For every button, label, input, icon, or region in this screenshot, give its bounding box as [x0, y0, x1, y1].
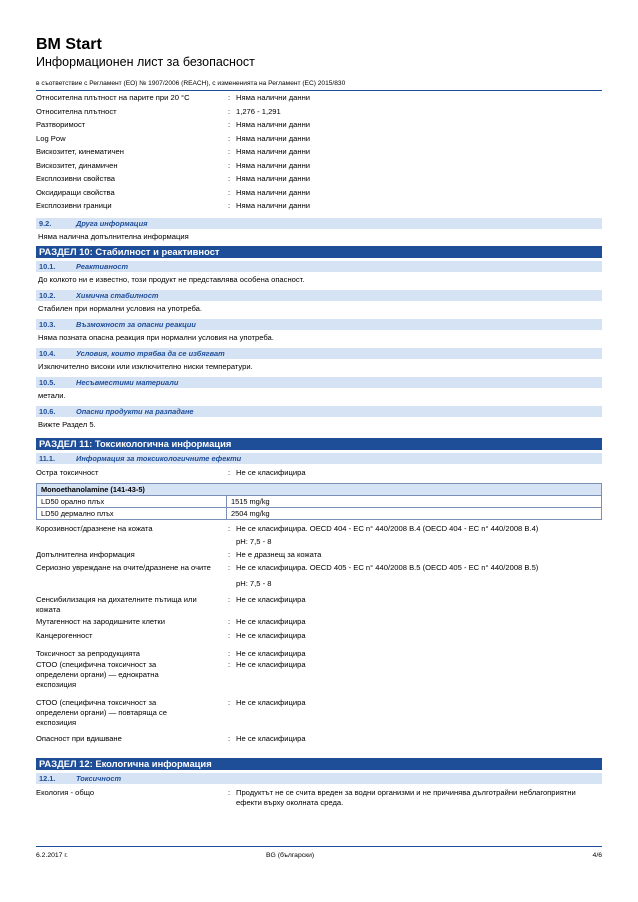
subsection-header-9-2: 9.2. Друга информация: [36, 218, 602, 229]
aspiration-hazard-row: Опасност при вдишване : Не се класифицира: [36, 733, 306, 743]
regulation-note: в съответствие с Регламент (ЕО) № 1907/2006 (REACH), с измененията на Регламент (ЕС) 2015/830: [36, 80, 346, 87]
prop-value: Няма налични данни: [236, 174, 311, 183]
prop-row: Разтворимост : Няма налични данни: [36, 118, 602, 132]
prop-label: Вискозитет, динамичен: [36, 160, 118, 170]
table-header-row: [37, 483, 602, 495]
prop-row: Относителна плътност : 1,276 - 1,291: [36, 105, 602, 119]
prop-value: Няма налични данни: [236, 187, 311, 197]
prop-row: Оксидиращи свойства : Няма налични данни: [36, 186, 602, 200]
section-header-10: РАЗДЕЛ 10: Стабилност и реактивност: [36, 246, 602, 258]
ecology-general-row: Екология - общо : Продуктът не се счита вреден за водни организми и не причинява дълготрайни неблагоприятни ефекти върху околната среда.: [36, 787, 576, 807]
table-row: LD50 дермално плъх 2504 mg/kg: [37, 507, 602, 519]
mutagenicity-row: Мутагенност на зародишните клетки : Не се класифицира: [36, 616, 306, 626]
footer-date: 6.2.2017 г.: [36, 852, 68, 859]
subsection-header-10-2: 10.2. Химична стабилност: [36, 290, 602, 301]
extra-info-row: Допълнителна информация : Не е дразнещ за кожата: [36, 549, 322, 559]
subsection-header-11-1: 11.1. Информация за токсикологичните ефекти: [36, 453, 602, 464]
document-title: Информационен лист за безопасност: [36, 55, 255, 69]
subsection-text: До колкото ни е известно, този продукт не представлява особена опасност.: [38, 274, 305, 284]
properties-list: [36, 91, 602, 213]
prop-value: Няма налични данни: [236, 133, 311, 143]
subsection-header-12-1: 12.1. Токсичност: [36, 773, 602, 784]
prop-row: Вискозитет, кинематичен : Няма налични данни: [36, 145, 602, 159]
stot-single-row: СТОО (специфична токсичност за определени органи) — еднократна експозиция : Не се класифицира: [36, 659, 306, 689]
prop-row: Log Pow : Няма налични данни: [36, 132, 602, 146]
subsection-header-10-6: 10.6. Опасни продукти на разпадане: [36, 406, 602, 417]
substance-name: Monoethanolamine (141-43-5): [37, 483, 602, 495]
table-row: LD50 орално плъх 1515 mg/kg: [37, 495, 602, 507]
footer-language: BG (български): [266, 852, 315, 859]
prop-row: Експлозивни граници : Няма налични данни: [36, 199, 602, 213]
document-page: [36, 36, 602, 810]
substance-table: [36, 483, 602, 520]
prop-value: Няма налични данни: [236, 147, 311, 156]
reproductive-toxicity-row: Токсичност за репродукцията : Не се класифицира: [36, 648, 306, 658]
page-footer: [36, 846, 602, 859]
prop-label: Оксидиращи свойства: [36, 187, 115, 197]
prop-row: Относителна плътност на парите при 20 °C : Няма налични данни: [36, 91, 602, 105]
prop-label: Експлозивни свойства: [36, 174, 115, 183]
prop-row: Експлозивни свойства : Няма налични данни: [36, 172, 602, 186]
product-name: BM Start: [36, 36, 102, 53]
skin-corrosion-row: Корозивност/дразнене на кожата : Не се класифицира. OECD 404 - EC n° 440/2008 B.4 (OECD 404 - EC n° 440/2008 B.4): [36, 523, 539, 533]
prop-value: Няма налични данни: [236, 120, 311, 129]
prop-label: Експлозивни граници: [36, 201, 112, 210]
prop-label: Относителна плътност: [36, 106, 117, 116]
prop-label: Log Pow: [36, 133, 66, 143]
subsection-text: Няма позната опасна реакция при нормални условия на употреба.: [38, 332, 274, 342]
subsection-text: Стабилен при нормални условия на употреба.: [38, 303, 202, 313]
prop-value: Няма налични данни: [236, 201, 311, 210]
section-header-12: РАЗДЕЛ 12: Екологична информация: [36, 758, 602, 770]
eye-damage-row: Сериозно увреждане на очите/дразнене на очите : Не се класифицира. OECD 405 - EC n° 440/2008 B.5 (OECD 405 - EC n° 440/2008 B.5): [36, 562, 539, 572]
carcinogenicity-row: Канцерогенност : Не се класифицира: [36, 630, 306, 640]
acute-toxicity-row: Остра токсичност : Не се класифицира: [36, 467, 306, 477]
footer-page-number: 4/6: [592, 852, 602, 859]
prop-value: 1,276 - 1,291: [236, 106, 281, 116]
stot-repeated-row: СТОО (специфична токсичност за определени органи) — повтаряща се експозиция : Не се класифицира: [36, 697, 306, 727]
prop-row: Вискозитет, динамичен : Няма налични данни: [36, 159, 602, 173]
section-header-11: РАЗДЕЛ 11: Токсикологична информация: [36, 438, 602, 450]
subsection-header-10-4: 10.4. Условия, които трябва да се избягват: [36, 348, 602, 359]
resp-sensitisation-row: Сенсибилизация на дихателните пътища или кожата : Не се класифицира: [36, 594, 306, 614]
prop-label: Вискозитет, кинематичен: [36, 147, 124, 156]
subsection-header-10-5: 10.5. Несъвместими материали: [36, 377, 602, 388]
subsection-text: Няма налична допълнителна информация: [38, 231, 189, 241]
prop-value: Няма налични данни: [236, 160, 311, 170]
subsection-header-10-3: 10.3. Възможност за опасни реакции: [36, 319, 602, 330]
subsection-text: метали.: [38, 390, 66, 400]
prop-value: Няма налични данни: [236, 93, 311, 102]
subsection-text: Изключително високи или изключително ниски температури.: [38, 361, 253, 371]
subsection-text: Вижте Раздел 5.: [38, 419, 96, 429]
skin-ph-row: pH: 7,5 - 8: [236, 536, 272, 546]
prop-label: Относителна плътност на парите при 20 °C: [36, 93, 190, 102]
eye-ph-row: pH: 7,5 - 8: [236, 578, 272, 588]
subsection-header-10-1: 10.1. Реактивност: [36, 261, 602, 272]
prop-label: Разтворимост: [36, 120, 86, 129]
